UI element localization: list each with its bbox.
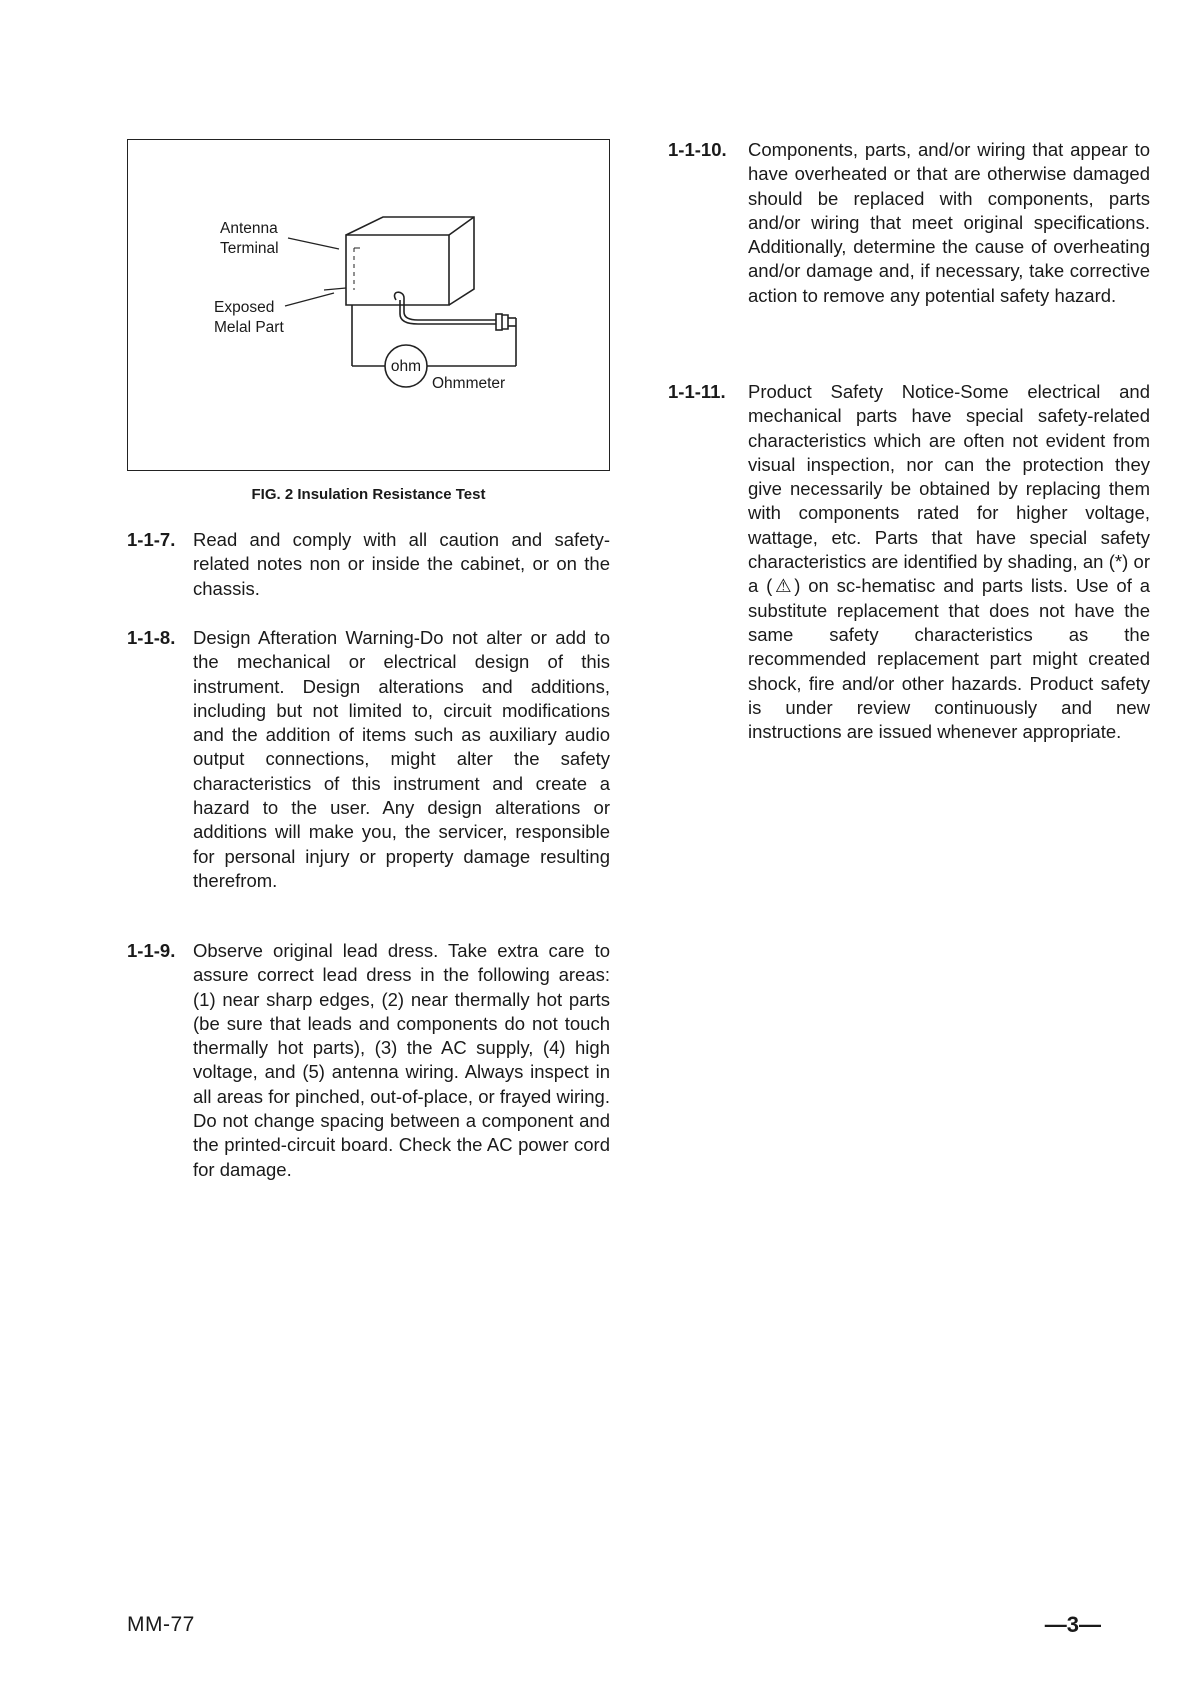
section-number: 1-1-7.	[127, 529, 176, 550]
section-text: Observe original lead dress. Take extra care to assure correct lead dress in the following areas: (1) near sharp edges, (2) near thermally hot parts (be sure that leads and components do not touch thermally hot parts), (3) the AC supply, (4) high voltage, and (5) antenna wiring. Always inspect in all areas for pinched, out-of-place, or frayed wiring. Do not change spacing between a component and the printed-circuit board. Check the AC power cord for damage.	[193, 940, 610, 1180]
ohm-label: ohm	[390, 358, 422, 375]
section-text: Product Safety Notice-Some electrical and mechanical parts have special safety-related characteristics which are often not evident from visual inspection, nor can the protection they give necessarily be obtained by replacing them with components rated for higher voltage, wattage, etc. Parts that have special safety characteristics are identified by shading, an (*) or a (⚠) on sc-hematisc and parts lists. Use of a substitute replacement that does not have the same safety characteristics as the recommended replacement part might created shock, fire and/or other hazards. Product safety is under review continuously and new instructions are issued whenever appropriate.	[748, 381, 1150, 743]
terminal-label: Terminal	[220, 240, 279, 257]
section-number: 1-1-11.	[668, 381, 726, 402]
figure-insulation-test	[127, 139, 610, 471]
section-number: 1-1-10.	[668, 139, 727, 160]
section-text: Design Afteration Warning-Do not alter or add to the mechanical or electrical design of this instrument. Design alterations and additions, including but not limited to, circuit modifications and the addition of items such as auxiliary audio output connections, might alter the safety characteristics of this instrument and create a hazard to the user. Any design alterations or additions will make you, the servicer, responsible for personal injury or property damage resulting therefrom.	[193, 627, 610, 891]
antenna-label: Antenna	[220, 220, 278, 237]
section-number: 1-1-8.	[127, 627, 176, 648]
metal-part-label: Melal Part	[214, 319, 284, 336]
insulation-test-diagram	[128, 140, 611, 472]
section-number: 1-1-9.	[127, 940, 176, 961]
section-text: Components, parts, and/or wiring that appear to have overheated or that are otherwise damaged should be replaced with components, parts and/or wiring that meet original specifications. Additionally, determine the cause of overheating and/or damage and, if necessary, take corrective action to remove any potential safety hazard.	[748, 139, 1150, 306]
ohmmeter-label: Ohmmeter	[432, 375, 506, 392]
page-number: —3—	[1044, 1612, 1101, 1637]
section-text: Read and comply with all caution and safety-related notes non or inside the cabinet, or on the chassis.	[193, 529, 610, 599]
model-number: MM-77	[127, 1613, 195, 1636]
exposed-label: Exposed	[214, 299, 275, 316]
figure-caption: FIG. 2 Insulation Resistance Test	[251, 486, 486, 503]
